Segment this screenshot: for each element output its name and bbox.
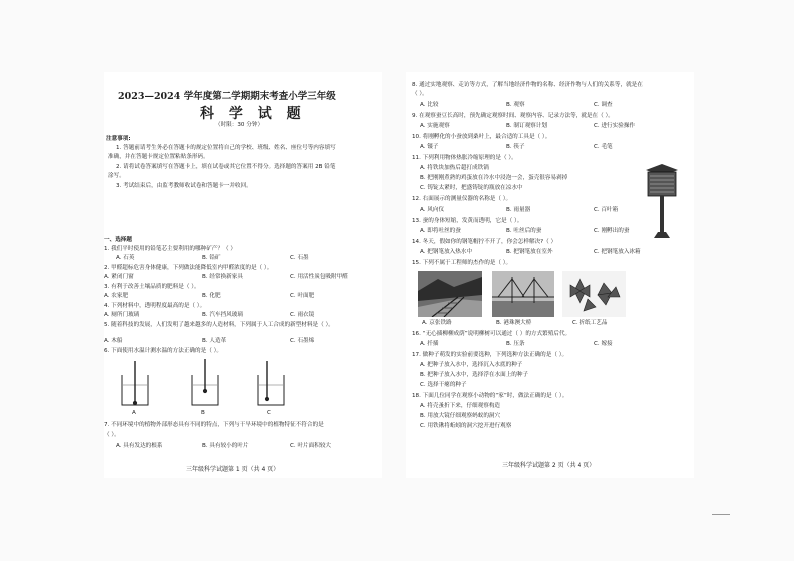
louver-box-illustration xyxy=(642,162,682,240)
option: A. 紧闭门窗 xyxy=(104,274,134,280)
option: B. 把钢笔放在室外 xyxy=(506,249,553,255)
question-text: 11. 下列利用物体热胀冷缩原理的是（ ）。 xyxy=(412,155,517,161)
option: C. 嫁接 xyxy=(594,341,613,347)
railway-photo xyxy=(418,271,482,317)
notice-line: 1. 答题前请考生务必在答题卡的规定位置将自己的学校、班级、姓名、座位号等内容填写 xyxy=(116,145,336,151)
option: B. 制订观察计划 xyxy=(506,123,547,129)
option: C. 折纸工艺品 xyxy=(572,320,608,326)
question-text: 17. 做种子萌发的实验前要选种，下列选种方法正确的是（ ）。 xyxy=(412,352,568,358)
exam-page-2 xyxy=(406,72,694,478)
bridge-photo xyxy=(492,271,554,317)
page-footer: 三年级科学试题第 2 页（共 4 页） xyxy=(502,462,596,469)
option: B xyxy=(201,410,205,416)
option: B. 用放大镜仔细观察蚂蚁的洞穴 xyxy=(420,413,501,419)
option: B. 压条 xyxy=(506,341,525,347)
option: C. 选择干瘪的种子 xyxy=(420,382,467,388)
question-text: 8. 通过实地观察、走访等方式，了解当地经济作物的名称、经济作物与人们的关系等，就是在 xyxy=(412,82,643,88)
option: B. 具有较小的叶片 xyxy=(202,443,249,449)
question-text: 15. 下列不属于工程师的杰作的是（ ）。 xyxy=(412,260,512,266)
question-text: 1. 我们平时使用的铅笔芯主要利用的哪种矿产？（ ） xyxy=(104,246,236,252)
option: A. 镊子 xyxy=(420,144,439,150)
notice-line: 准确，并在答题卡规定位置粘贴条形码。 xyxy=(108,154,209,160)
question-text: （ ）。 xyxy=(412,91,428,97)
option: C xyxy=(267,410,271,416)
option: A. 比较 xyxy=(420,102,439,108)
option: B. 汽车挡风玻璃 xyxy=(202,312,243,318)
option: B. 化肥 xyxy=(202,293,221,299)
option: A. 具有发达的根系 xyxy=(116,443,163,449)
question-text: 12. 右面展示的测量仪器的名称是（ ）。 xyxy=(412,196,512,202)
question-text: （ ）。 xyxy=(104,432,120,438)
option: C. 百叶箱 xyxy=(594,207,619,213)
option: A. 厕所门玻璃 xyxy=(104,312,140,318)
option: C. 石墨 xyxy=(290,255,309,261)
question-text: 14. 冬天，假如你的钢笔帽拧不开了，你会怎样解决?（ ） xyxy=(412,239,557,245)
option: C. 叶面肥 xyxy=(290,293,315,299)
question-text: 6. 下面使用水温计测水温的方法正确的是（ ）。 xyxy=(104,348,222,354)
option: A. 将壳蚤折下来，仔细观察构造 xyxy=(420,403,501,409)
scan-mark xyxy=(712,514,730,515)
option: C. 石墨烯 xyxy=(290,338,315,344)
option: C. 刚孵出的蚕 xyxy=(594,228,630,234)
option: B. 把刚刚煮熟的鸡蛋放在冷水中浸泡一会，蛋壳很容易剥掉 xyxy=(420,175,568,181)
notice-line: 3. 考试结束后，由监考教师收试卷和答题卡一并收回。 xyxy=(116,183,252,189)
exam-page-1 xyxy=(104,72,382,478)
option: B. 人造革 xyxy=(202,338,227,344)
page-footer: 三年级科学试题第 1 页（共 4 页） xyxy=(186,466,280,473)
notice-title: 注意事项: xyxy=(106,136,131,142)
option: A. 把钢笔放入热水中 xyxy=(420,249,473,255)
option: A. 风向仪 xyxy=(420,207,445,213)
question-text: 2. 甲醛超标危害身体健康，下列做法能降低室内甲醛浓度的是（ ）。 xyxy=(104,265,273,271)
option: C. 调查 xyxy=(594,102,613,108)
notice-line: 2. 请将试卷答案填写在答题卡上，填在试卷或其它位置不得分。选择题的答案用 2B 铅笔 xyxy=(116,164,336,170)
exam-title: 2023—2024 学年度第二学期期末考查小学三年级 xyxy=(118,91,336,102)
option: C. 用铁锹将蚯蚓的洞穴挖开进行观察 xyxy=(420,423,512,429)
question-text: 3. 有利于改善土壤品质的肥料是（ ）。 xyxy=(104,284,200,290)
option: A. 木船 xyxy=(104,338,123,344)
question-text: 13. 蚕的身体短缩，发黄而透明，它是（ ）。 xyxy=(412,218,523,224)
question-text: 16. “无心插柳柳成荫”说明柳树可以通过（ ）的方式繁殖后代。 xyxy=(412,331,571,337)
question-text: 9. 在观察蚕豆长高时，预先确定观察时间、观察内容、记录方法等，就是在（ ）。 xyxy=(412,113,614,119)
option: C. 毛笔 xyxy=(594,144,613,150)
option: B. 港珠澳大桥 xyxy=(496,320,532,326)
subject-title: 科 学 试 题 xyxy=(200,106,306,122)
option: B. 雨量器 xyxy=(506,207,531,213)
question-text: 4. 下列材料中，透明程度最高的是（ ）。 xyxy=(104,303,206,309)
option: A. 京张铁路 xyxy=(422,320,452,326)
option: C. 雨衣镜 xyxy=(290,312,315,318)
option: B. 观察 xyxy=(506,102,525,108)
option: C. 叶片面积较大 xyxy=(290,443,332,449)
section-heading: 一、选择题 xyxy=(104,237,132,243)
time-limit: （时限：30 分钟） xyxy=(215,122,264,128)
question-text: 7. 不同环境中的植物外部形态具有不同的特点，下列与干旱环境中的植物特征不符合的是 xyxy=(104,422,324,428)
thermometer-beaker-figure xyxy=(118,359,368,409)
option: A. 农家肥 xyxy=(104,293,129,299)
option: B. 经常换新家具 xyxy=(202,274,243,280)
option: A. 将铁块加热后超打成铁锅 xyxy=(420,165,489,171)
notice-line: 涂写。 xyxy=(108,173,125,179)
option: A. 即将吐丝的蚕 xyxy=(420,228,461,234)
option: B. 铅矿 xyxy=(202,255,221,261)
question-text: 10. 将刚孵化的小蚕放到桑叶上，最合适的工具是（ ）。 xyxy=(412,134,551,140)
option: C. 进行实验操作 xyxy=(594,123,636,129)
option: A. 把种子放入水中，选择沉入水底的种子 xyxy=(420,362,523,368)
option: A. 实施观察 xyxy=(420,123,450,129)
option: C. 把钢笔放入冰箱 xyxy=(594,249,641,255)
question-text: 5. 随着科技的发展，人们发明了越来越多的人造材料，下列属于人工合成的新型材料是（ ）。 xyxy=(104,322,334,328)
option: C. 铸锭太紧时，把盛铸锭的瓶放在凉水中 xyxy=(420,185,523,191)
paper-craft-photo xyxy=(562,271,626,317)
question-text: 18. 下面几位同学在观察小动物的“家”时，做法正确的是（ ）。 xyxy=(412,393,568,399)
option: B. 筷子 xyxy=(506,144,525,150)
option: A xyxy=(132,410,136,416)
option: C. 用活性炭包吸附甲醛 xyxy=(290,274,348,280)
option: B. 把种子放入水中，选择浮在水面上的种子 xyxy=(420,372,529,378)
option: A. 扦插 xyxy=(420,341,439,347)
option: A. 石英 xyxy=(116,255,135,261)
option: B. 吐丝后的蚕 xyxy=(506,228,542,234)
